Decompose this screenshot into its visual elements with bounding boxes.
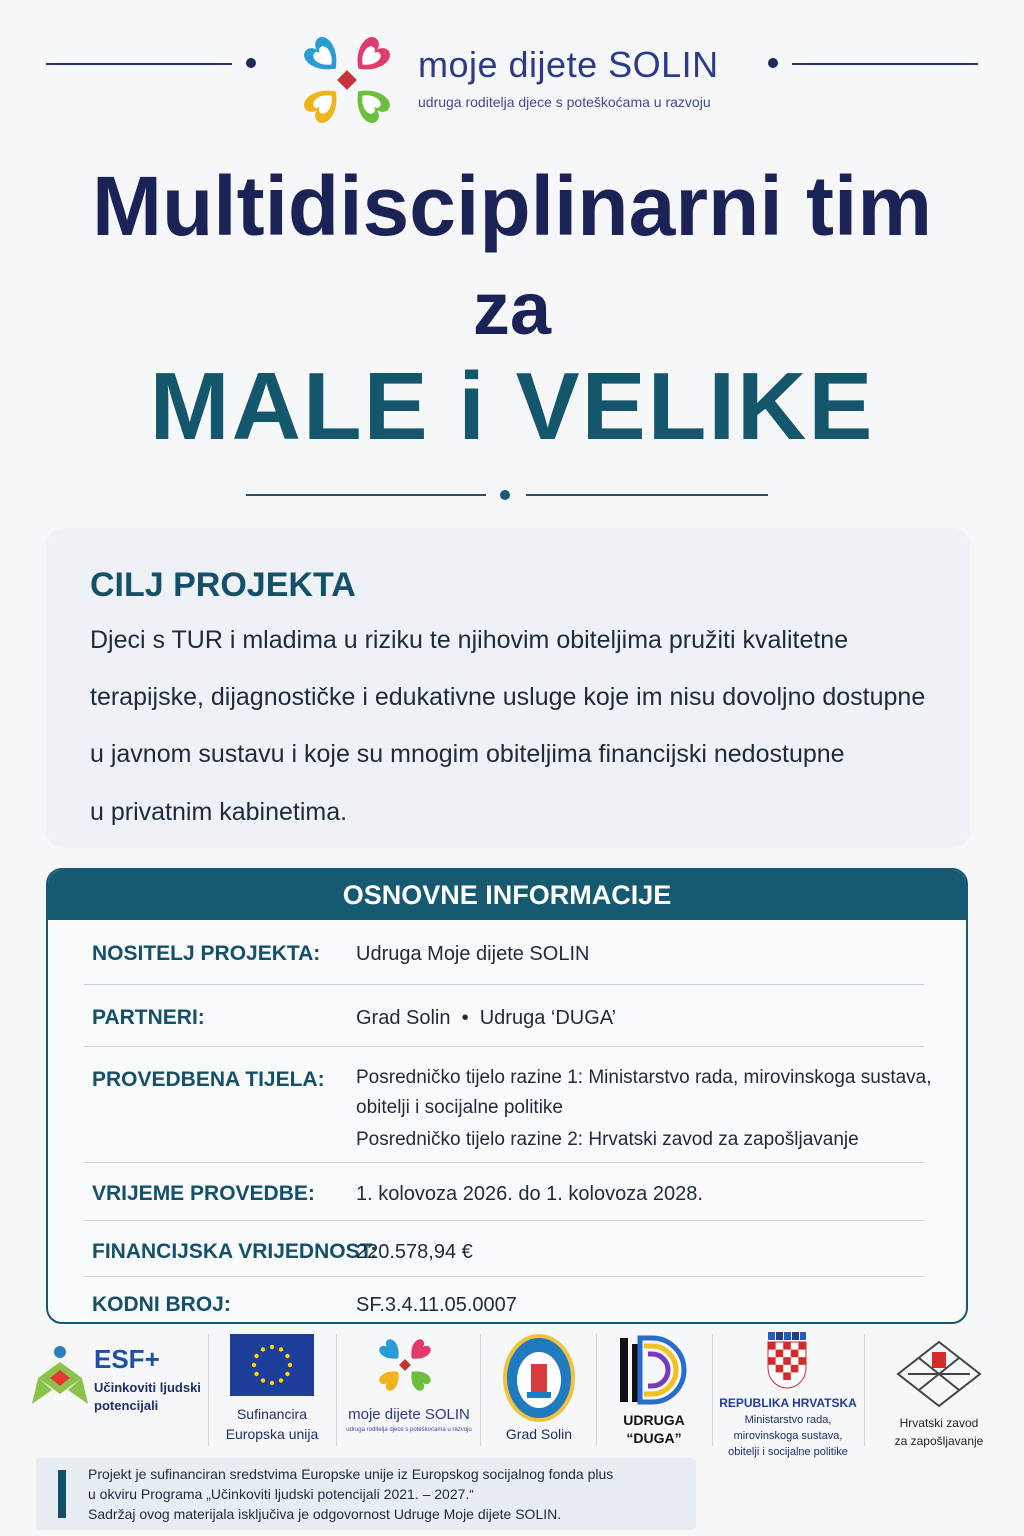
heart-flower-small-icon — [372, 1332, 438, 1398]
info-heading: OSNOVNE INFORMACIJE — [342, 880, 672, 910]
title-rule-left — [246, 494, 486, 496]
esf-line2: potencijali — [94, 1398, 159, 1413]
esf-line1: Učinkoviti ljudski — [94, 1380, 201, 1395]
hzz-logo-icon — [894, 1338, 984, 1410]
page-title-line2: za — [472, 267, 552, 350]
row-divider — [84, 1276, 924, 1277]
title-rule-right — [526, 494, 768, 496]
rh-line1: REPUBLIKA HRVATSKA — [719, 1396, 857, 1410]
header-dot-left — [246, 58, 256, 68]
croatian-coat-of-arms-icon — [766, 1332, 808, 1392]
row-label-code: KODNI BROJ: — [92, 1293, 231, 1316]
rh-line3: mirovinskoga sustava, — [733, 1430, 843, 1442]
grad-solin-crest-icon — [502, 1334, 576, 1422]
rh-line2: Ministarstvo rada, — [744, 1414, 832, 1426]
eu-line2: Europska unija — [225, 1426, 319, 1442]
row-value-period: 1. kolovoza 2026. do 1. kolovoza 2028. — [356, 1183, 703, 1205]
logo-divider — [480, 1334, 481, 1446]
page-title-line3: MALE i VELIKE — [149, 353, 875, 460]
esf-logo-icon — [30, 1344, 90, 1414]
header-dot-right — [768, 58, 778, 68]
funding-note-line: u okviru Programa „Učinkoviti ljudski potencijali 2021. – 2027.“ — [88, 1486, 474, 1502]
row-value-bodies-2: obitelji i socijalne politike — [356, 1097, 563, 1118]
row-value-holder: Udruga Moje dijete SOLIN — [356, 943, 590, 965]
duga-logo-icon — [618, 1334, 690, 1406]
hzz-line1: Hrvatski zavod — [899, 1416, 979, 1430]
header-rule-left — [46, 63, 232, 65]
row-divider — [84, 1046, 924, 1047]
row-label-partners: PARTNERI: — [92, 1006, 205, 1029]
duga-line1: UDRUGA — [623, 1412, 685, 1428]
heart-flower-logo-icon — [292, 26, 402, 134]
goal-text-line: u javnom sustavu i koje su mnogim obiteljima financijski nedostupne — [90, 740, 845, 768]
row-label-period: VRIJEME PROVEDBE: — [92, 1182, 315, 1205]
logo-divider — [596, 1334, 597, 1446]
goal-text-line: u privatnim kabinetima. — [90, 798, 348, 826]
logo-tagline: udruga roditelja djece s poteškoćama u razvoju — [418, 94, 711, 110]
row-divider — [84, 1162, 924, 1163]
row-divider — [84, 984, 924, 985]
row-value-bodies-3: Posredničko tijelo razine 2: Hrvatski zavod za zapošljavanje — [356, 1129, 859, 1150]
rh-line4: obitelji i socijalne politike — [728, 1446, 848, 1458]
row-divider — [84, 1220, 924, 1221]
eu-flag-icon — [230, 1334, 314, 1396]
goal-text-line: Djeci s TUR i mladima u riziku te njihovim obiteljima pružiti kvalitetne — [90, 626, 849, 654]
row-value-value: 220.578,94 € — [356, 1241, 473, 1263]
eu-line1: Sufinancira — [236, 1406, 308, 1422]
page-title-line1: Multidisciplinarni tim — [91, 159, 933, 253]
info-header — [48, 870, 966, 920]
mds-small-tag: udruga roditelja djece s poteškoćama u razvoju — [346, 1427, 472, 1433]
grad-solin-label: Grad Solin — [505, 1426, 573, 1442]
goal-heading: CILJ PROJEKTA — [90, 566, 356, 604]
row-label-value: FINANCIJSKA VRIJEDNOST: — [92, 1240, 378, 1263]
info-card — [46, 868, 968, 1324]
goal-text-line: terapijske, dijagnostičke i edukativne usluge koje im nisu dovoljno dostupne — [90, 683, 926, 711]
logo-name: moje dijete SOLIN — [418, 44, 719, 85]
row-label-holder: NOSITELJ PROJEKTA: — [92, 942, 321, 965]
esf-title: ESF+ — [94, 1344, 160, 1374]
logo-divider — [712, 1334, 713, 1446]
logo-divider — [864, 1334, 865, 1446]
funding-note-bar — [58, 1470, 66, 1518]
funding-note-line: Projekt je sufinanciran sredstvima Europske unije iz Europskog socijalnog fonda plus — [88, 1466, 614, 1482]
row-value-partners: Grad Solin • Udruga ‘DUGA’ — [356, 1007, 617, 1029]
funding-note — [36, 1458, 696, 1530]
logo-divider — [336, 1334, 337, 1446]
title-dot — [500, 490, 510, 500]
mds-small-name: moje dijete SOLIN — [348, 1406, 470, 1423]
header-rule-right — [792, 63, 978, 65]
goal-card — [46, 528, 970, 848]
row-value-code: SF.3.4.11.05.0007 — [356, 1294, 517, 1316]
logo-divider — [208, 1334, 209, 1446]
funding-note-line: Sadržaj ovog materijala isključiva je odgovornost Udruge Moje dijete SOLIN. — [88, 1506, 562, 1522]
hzz-line2: za zapošljavanje — [894, 1434, 984, 1448]
row-value-bodies-1: Posredničko tijelo razine 1: Ministarstvo rada, mirovinskoga sustava, — [356, 1067, 932, 1088]
row-label-bodies: PROVEDBENA TIJELA: — [92, 1068, 325, 1091]
duga-line2: “DUGA” — [626, 1430, 682, 1446]
